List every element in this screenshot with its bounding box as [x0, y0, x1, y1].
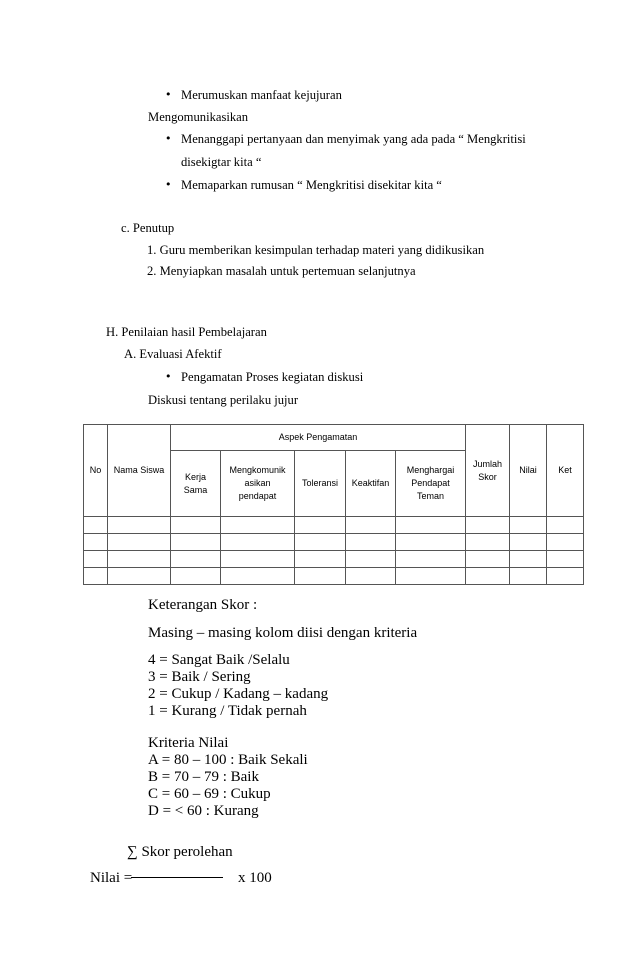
bullet-merumuskan — [181, 88, 342, 103]
table-cell — [346, 568, 396, 585]
table-cell — [547, 534, 584, 551]
formula-numerator: ∑ Skor perolehan — [127, 844, 233, 860]
aspect-menghargai-line1: Menghargai — [406, 465, 455, 475]
aspect-menghargai — [396, 451, 466, 517]
bullet-menanggapi-line1: Menanggapi pertanyaan dan menyimak yang ada pada “ Mengkritisi — [181, 132, 526, 146]
table-cell — [346, 551, 396, 568]
table-cell — [171, 517, 221, 534]
kriteria-b: B = 70 – 79 : Baik — [148, 769, 259, 785]
table-cell — [466, 517, 510, 534]
table-cell — [547, 568, 584, 585]
kriteria-c: C = 60 – 69 : Cukup — [148, 786, 271, 802]
table-cell — [295, 534, 346, 551]
formula-lhs: Nilai = — [90, 870, 133, 886]
table-cell — [295, 551, 346, 568]
table-cell — [108, 534, 171, 551]
table-cell — [466, 534, 510, 551]
col-header-ket: Ket — [547, 425, 584, 517]
table-cell — [108, 551, 171, 568]
table-cell — [84, 568, 108, 585]
col-header-nama: Nama Siswa — [108, 425, 171, 517]
fraction-line — [131, 877, 223, 878]
bullet-menanggapi — [181, 132, 526, 147]
table-cell — [346, 534, 396, 551]
observation-table — [83, 424, 584, 585]
bullet-memaparkan-text: Memaparkan rumusan “ Mengkritisi disekitar kita “ — [181, 178, 442, 192]
table-body — [84, 517, 584, 585]
table-cell — [466, 568, 510, 585]
bullet-pengamatan-text: Pengamatan Proses kegiatan diskusi — [181, 370, 364, 384]
aspect-kerja-sama — [171, 451, 221, 517]
table-cell — [84, 534, 108, 551]
penutup-item-2: 2. Menyiapkan masalah untuk pertemuan selanjutnya — [147, 264, 416, 278]
penutup-heading: c. Penutup — [121, 221, 175, 235]
aspect-menghargai-line2: Pendapat — [411, 478, 450, 488]
table-cell — [346, 517, 396, 534]
col-header-aspek: Aspek Pengamatan — [171, 425, 466, 451]
table-cell — [221, 517, 295, 534]
jumlah-line2: Skor — [478, 471, 497, 482]
table-cell — [171, 534, 221, 551]
kriteria-a: A = 80 – 100 : Baik Sekali — [148, 752, 308, 768]
mengomunikasikan-label: Mengomunikasikan — [148, 110, 249, 124]
bullet-merumuskan-text: Merumuskan manfaat kejujuran — [181, 88, 342, 102]
score-1: 1 = Kurang / Tidak pernah — [148, 703, 307, 719]
table-cell — [396, 517, 466, 534]
table-cell — [221, 568, 295, 585]
aspect-keaktifan: Keaktifan — [346, 451, 396, 517]
aspect-mengkomunikasikan — [221, 451, 295, 517]
table-cell — [221, 551, 295, 568]
table-cell — [396, 568, 466, 585]
section-a-heading: A. Evaluasi Afektif — [124, 347, 222, 361]
table-cell — [84, 517, 108, 534]
table-cell — [221, 534, 295, 551]
aspect-kerja-line2: Sama — [183, 484, 208, 495]
score-4: 4 = Sangat Baik /Selalu — [148, 652, 290, 668]
table-cell — [510, 568, 547, 585]
table-cell — [510, 517, 547, 534]
table-cell — [396, 551, 466, 568]
kriteria-d: D = < 60 : Kurang — [148, 803, 259, 819]
table-cell — [171, 568, 221, 585]
table-cell — [466, 551, 510, 568]
keterangan-desc: Masing – masing kolom diisi dengan kriteria — [148, 625, 418, 641]
aspect-mengkomunikasikan-line3: pendapat — [238, 491, 277, 501]
col-header-no: No — [84, 425, 108, 517]
penutup-item-1: 1. Guru memberikan kesimpulan terhadap materi yang didikusikan — [147, 243, 485, 257]
table-cell — [295, 568, 346, 585]
table-cell — [547, 517, 584, 534]
table-cell — [396, 534, 466, 551]
table-row — [84, 534, 584, 551]
table-cell — [547, 551, 584, 568]
table-row — [84, 551, 584, 568]
bullet-memaparkan — [181, 178, 442, 193]
formula-rhs: x 100 — [238, 870, 272, 886]
score-3: 3 = Baik / Sering — [148, 669, 251, 685]
col-header-nilai: Nilai — [510, 425, 547, 517]
aspect-toleransi: Toleransi — [295, 451, 346, 517]
table-cell — [108, 517, 171, 534]
table-cell — [510, 534, 547, 551]
aspect-menghargai-line3: Teman — [417, 491, 445, 501]
aspect-mengkomunikasikan-line1: Mengkomunik — [229, 465, 286, 475]
section-h-heading: H. Penilaian hasil Pembelajaran — [106, 325, 267, 339]
col-header-jumlah — [466, 425, 510, 517]
aspect-kerja-line1: Kerja — [184, 471, 206, 482]
diskusi-line: Diskusi tentang perilaku jujur — [148, 393, 299, 407]
table-cell — [84, 551, 108, 568]
bullet-menanggapi-line2: disekigtar kita “ — [181, 155, 262, 169]
table-cell — [108, 568, 171, 585]
aspect-mengkomunikasikan-line2: asikan — [244, 478, 271, 488]
kriteria-title: Kriteria Nilai — [148, 735, 229, 751]
bullet-pengamatan — [181, 370, 363, 385]
keterangan-title: Keterangan Skor : — [148, 597, 258, 613]
table-cell — [295, 517, 346, 534]
jumlah-line1: Jumlah — [473, 458, 503, 469]
table-cell — [171, 551, 221, 568]
table-row — [84, 517, 584, 534]
score-2: 2 = Cukup / Kadang – kadang — [148, 686, 329, 702]
table-cell — [510, 551, 547, 568]
table-row — [84, 568, 584, 585]
